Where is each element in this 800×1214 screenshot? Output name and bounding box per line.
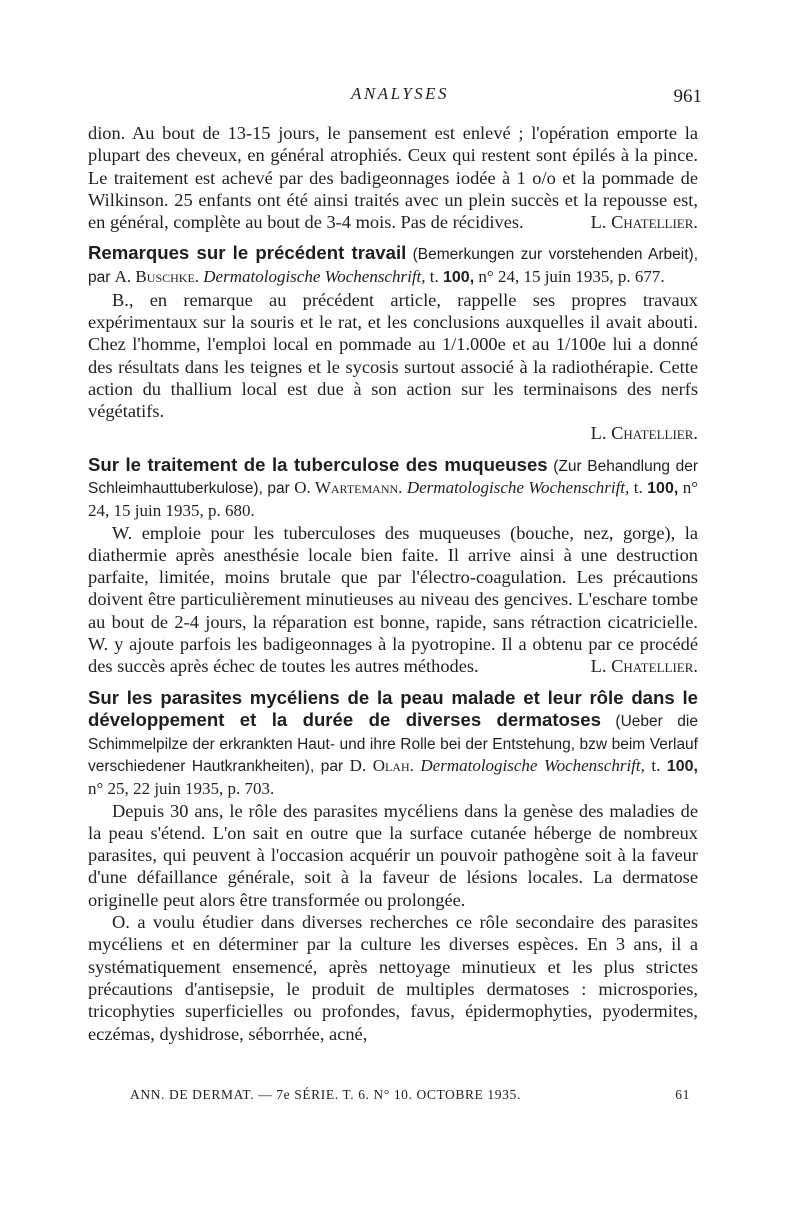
footer-citation: ANN. DE DERMAT. — 7e SÉRIE. T. 6. N° 10. OCTOBRE 1935.	[130, 1087, 521, 1102]
signature: L. Chatellier.	[590, 656, 698, 677]
original-title: (Bemerkungen zur vorstehenden Arbeit),	[412, 246, 699, 264]
signature: L. Chatellier.	[590, 212, 698, 233]
publication-date: 15 juin 1935, p. 677.	[523, 267, 665, 287]
by-word: par	[320, 758, 344, 776]
article-paragraph: B., en remarque au précédent article, rappelle ses propres travaux expérimentaux sur la souris et le rat, et les conclusions auxquelles il avait abouti. Chez l'homme, l'emploi local en pommade au 1/1.000e et au 1/100e lui a donné des résultats dans les teignes et le sycosis surtout associé à la radiothérapie. Cette action du thallium local est due à son action sur les terminaisons des nerfs végétatifs.	[88, 289, 698, 422]
volume-prefix: t.	[633, 478, 643, 498]
article-paragraph-text: W. emploie pour les tuberculoses des muqueuses (bouche, nez, gorge), la diathermie après anesthésie locale bien faite. Il arrive ainsi à une destruction parfaite, limitée, moins brutale que par l'électro-coagulation. Les précautions doivent être particulièrement minutieuses au niveau des gencives. L'eschare tombe au bout de 2-4 jours, la réparation est bonne, rapide, sans rétraction cicatricielle. W. y ajoute parfois les badigeonnages à la pyotropine. Il a obtenu par ce procédé des succès après échec de toutes les autres méthodes.	[88, 522, 698, 677]
article-heading	[88, 454, 698, 522]
original-title: (Ueber die Schimmelpilze der erkrankten Haut- und ihre Rolle bei der Entstehung, bzw beim Verlauf verschiedener Hautkrankheiten),	[88, 713, 698, 776]
volume-prefix: t.	[651, 756, 661, 776]
footer	[130, 1087, 690, 1107]
journal-name: Dermatologische Wochenschrift,	[406, 478, 630, 498]
continuation-text: dion. Au bout de 13-15 jours, le pansement est enlevé ; l'opération emporte la plupart des cheveux, en général atrophiés. Ceux qui restent sont épilés à la pince. Le traitement est achevé par des badigeonnages iodée à 1 o/o et la pommade de Wilkinson. 25 enfants ont été ainsi traités avec un plein succès et la repousse est, en général, complète au bout de 3-4 mois. Pas de récidives.	[88, 123, 698, 233]
volume-prefix: t.	[429, 267, 439, 287]
by-word: par	[267, 480, 290, 498]
running-title: ANALYSES	[350, 84, 450, 103]
running-head	[0, 84, 800, 108]
article-title: Sur les parasites mycéliens de la peau malade et leur rôle dans le développement et la durée de diverses dermatoses	[88, 686, 698, 731]
issue-number: n° 25,	[88, 778, 129, 798]
issue-number: n° 24,	[88, 478, 699, 520]
page-number: 961	[673, 86, 702, 107]
volume-number: 100,	[647, 480, 679, 498]
footer-sheet-number: 61	[675, 1087, 690, 1102]
article-author: D. Olah.	[349, 756, 414, 776]
original-title: (Zur Behandlung der Schleimhauttuberkulose),	[88, 457, 698, 498]
article-author: A. Buschke.	[114, 267, 200, 287]
article-title: Remarques sur le précédent travail	[88, 242, 407, 264]
journal-name: Dermatologische Wochenschrift,	[420, 756, 645, 776]
by-word: par	[88, 269, 111, 287]
article-paragraph	[88, 522, 698, 678]
journal-name: Dermatologische Wochenschrift,	[203, 267, 426, 287]
article-author: O. Wartemann.	[294, 478, 403, 498]
article-paragraph: O. a voulu étudier dans diverses recherches ce rôle secondaire des parasites mycéliens et en déterminer par la culture les diverses espèces. En 3 ans, il a systématiquement ensemencé, après nettoyage minutieux et les plus strictes précautions d'antisepsie, le produit de multiples dermatoses : microspories, tricophyties superficielles ou profondes, favus, épidermophyties, pyodermites, eczémas, dyshidrose, séborrhée, acné,	[88, 912, 698, 1044]
article-heading	[88, 687, 698, 800]
body-text	[88, 122, 698, 1045]
article-paragraph: Depuis 30 ans, le rôle des parasites mycéliens dans la genèse des maladies de la peau s'étend. L'on sait en outre que la surface cutanée héberge de nombreux parasites, qui peuvent à l'occasion acquérir un pouvoir pathogène soit à la faveur d'une défaillance générale, soit à la faveur de lésions locales. La dermatose originelle peut alors être transformée ou prolongée.	[88, 800, 698, 910]
publication-date: 15 juin 1935, p. 680.	[113, 500, 255, 520]
volume-number: 100,	[443, 269, 475, 287]
publication-date: 22 juin 1935, p. 703.	[133, 778, 275, 798]
volume-number: 100,	[666, 758, 698, 776]
signature: L. Chatellier.	[590, 423, 698, 444]
issue-number: n° 24,	[478, 267, 520, 287]
article-heading	[88, 242, 698, 288]
article-title: Sur le traitement de la tuberculose des muqueuses	[88, 453, 548, 475]
continuation-paragraph	[88, 122, 698, 233]
